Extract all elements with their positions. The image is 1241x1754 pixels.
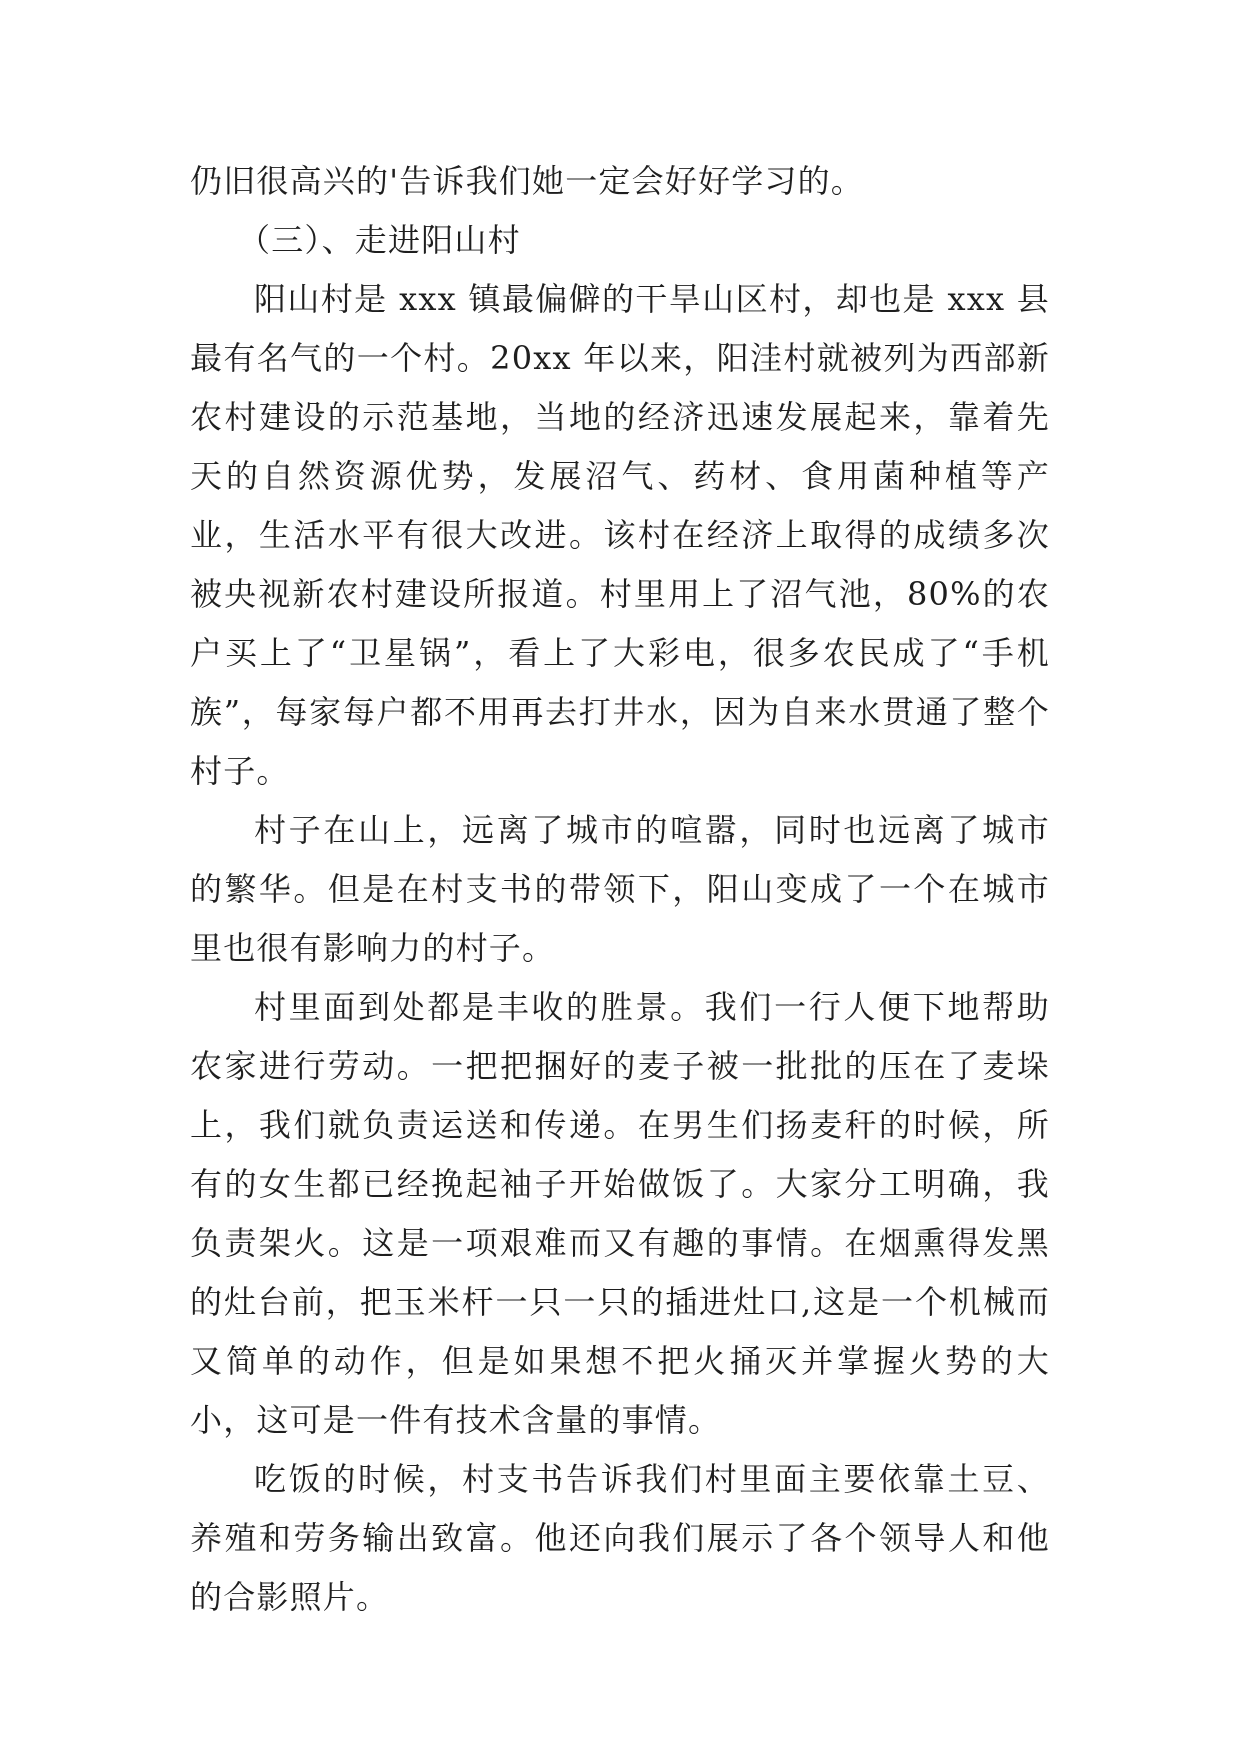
- paragraph-dinner: 吃饭的时候，村支书告诉我们村里面主要依靠土豆、养殖和劳务输出致富。他还向我们展示了各个领导人和他的合影照片。: [190, 1460, 1050, 1616]
- paragraph-harvest-work: 村里面到处都是丰收的胜景。我们一行人便下地帮助农家进行劳动。一把把捆好的麦子被一批批的压在了麦垛上，我们就负责运送和传递。在男生们扬麦秆的时候，所有的女生都已经挽起袖子开始做饭了。大家分工明确，我负责架火。这是一项艰难而又有趣的事情。在烟熏得发黑的灶台前，把玉米杆一只一只的插进灶口,这是一个机械而又简单的动作，但是如果想不把火捅灭并掌握火势的大小，这可是一件有技术含量的事情。: [190, 988, 1050, 1439]
- document-body: [190, 152, 1050, 1627]
- section-heading: （三）、走进阳山村: [238, 221, 521, 259]
- paragraph-village-location: 村子在山上，远离了城市的喧嚣，同时也远离了城市的繁华。但是在村支书的带领下，阳山变成了一个在城市里也很有影响力的村子。: [190, 811, 1050, 967]
- paragraph-village-intro: 阳山村是 xxx 镇最偏僻的干旱山区村，却也是 xxx 县最有名气的一个村。20xx 年以来，阳洼村就被列为西部新农村建设的示范基地，当地的经济迅速发展起来，靠着先天的自然资源优势，发展沼气、药材、食用菌种植等产业，生活水平有很大改进。该村在经济上取得的成绩多次被央视新农村建设所报道。村里用上了沼气池，80%的农户买上了“卫星锅”，看上了大彩电，很多农民成了“手机族”，每家每户都不用再去打井水，因为自来水贯通了整个村子。: [190, 280, 1050, 790]
- paragraph-continuation: 仍旧很高兴的'告诉我们她一定会好好学习的。: [190, 162, 864, 200]
